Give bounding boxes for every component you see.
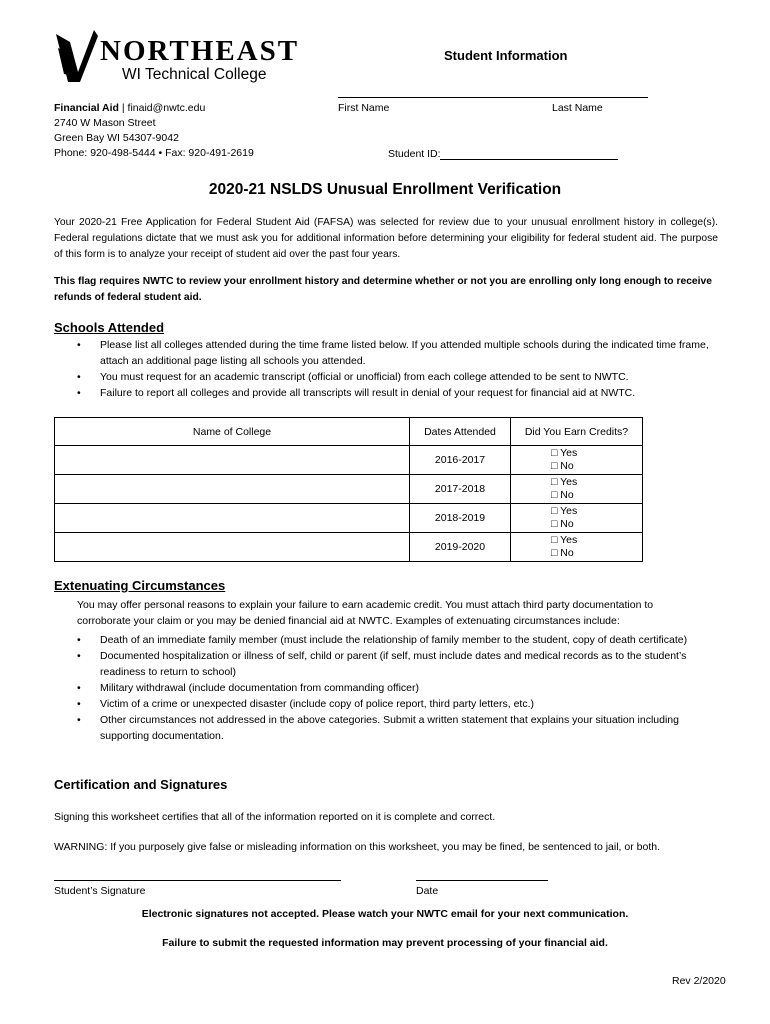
name-line[interactable] — [338, 97, 648, 98]
list-item: • Other circumstances not addressed in the above categories. Submit a written statement that explains your situation including supporting documentation. — [54, 712, 714, 744]
college-name-cell[interactable] — [55, 533, 410, 562]
address-line1: 2740 W Mason Street — [54, 117, 156, 129]
list-item: • You must request for an academic transcript (official or unofficial) from each college attended to be sent to NWTC. — [54, 369, 714, 385]
yes-checkbox[interactable]: □ Yes — [551, 476, 578, 488]
table-row — [55, 504, 643, 533]
table-header-row — [55, 418, 643, 446]
extenuating-intro: You may offer personal reasons to explain your failure to earn academic credit. You must attach third party documentation to corroborate your claim or you may be denied financial aid at NWTC. Examples of extenuating circumstances include: — [77, 599, 654, 627]
page-title: 2020-21 NSLDS Unusual Enrollment Verification — [208, 181, 562, 198]
certification-statement: Signing this worksheet certifies that all of the information reported on it is complete and correct. — [54, 811, 496, 823]
office-info: Financial Aid | finaid@nwtc.edu 2740 W Mason Street Green Bay WI 54307-9042 Phone: 920-498-5444 • Fax: 920-491-2619 — [54, 101, 324, 161]
signature-line[interactable] — [54, 880, 341, 881]
revision-label: Rev 2/2020 — [672, 975, 726, 987]
header-name-of-college: Name of College — [55, 418, 410, 446]
credits-cell — [511, 475, 643, 504]
list-item: • Documented hospitalization or illness of self, child or parent (if self, must include dates and medical records as to the student’s readiness to return to school) — [54, 648, 714, 680]
list-item: • Military withdrawal (include documentation from commanding officer) — [54, 680, 714, 696]
yes-checkbox[interactable]: □ Yes — [551, 534, 578, 546]
esign-note: Electronic signatures not accepted. Please watch your NWTC email for your next communication. — [141, 908, 629, 920]
no-checkbox[interactable]: □ No — [551, 489, 574, 501]
shield-logo-icon — [54, 28, 100, 86]
dates-cell: 2016-2017 — [410, 446, 511, 475]
table-row — [55, 475, 643, 504]
college-logo — [54, 28, 304, 88]
extenuating-heading: Extenuating Circumstances — [54, 578, 226, 593]
list-item: • Death of an immediate family member (must include the relationship of family member to the student, copy of death certificate) — [54, 632, 714, 648]
first-name-label: First Name — [338, 102, 390, 114]
credits-cell — [511, 446, 643, 475]
list-item: • Please list all colleges attended during the time frame listed below. If you attended multiple schools during the indicated time frame, attach an additional page listing all schools you attended. — [54, 337, 714, 369]
header-earned-credits: Did You Earn Credits? — [511, 418, 643, 446]
dates-cell: 2018-2019 — [410, 504, 511, 533]
student-id-label: Student ID: — [388, 148, 441, 160]
table-row — [55, 533, 643, 562]
student-id-line[interactable] — [440, 159, 618, 160]
office-name: Financial Aid — [54, 102, 119, 114]
date-line[interactable] — [416, 880, 548, 881]
extenuating-bullets — [54, 632, 714, 744]
no-checkbox[interactable]: □ No — [551, 547, 574, 559]
date-label: Date — [416, 885, 439, 897]
college-name-cell[interactable] — [55, 504, 410, 533]
logo-subtitle: WI Technical College — [122, 66, 267, 83]
credits-cell — [511, 533, 643, 562]
schools-bullets — [54, 337, 714, 401]
student-info-title: Student Information — [444, 48, 568, 63]
office-email[interactable]: finaid@nwtc.edu — [127, 102, 206, 114]
list-item: • Failure to report all colleges and provide all transcripts will result in denial of your request for financial aid at NWTC. — [54, 385, 714, 401]
no-checkbox[interactable]: □ No — [551, 518, 574, 530]
warning-text: WARNING: If you purposely give false or misleading information on this worksheet, you may be fined, be sentenced to jail, or both. — [54, 841, 660, 853]
phone-fax: Phone: 920-498-5444 • Fax: 920-491-2619 — [54, 147, 254, 159]
address-line2: Green Bay WI 54307-9042 — [54, 132, 179, 144]
certification-heading: Certification and Signatures — [54, 777, 228, 792]
header-dates-attended: Dates Attended — [410, 418, 511, 446]
credits-cell — [511, 504, 643, 533]
college-name-cell[interactable] — [55, 446, 410, 475]
signature-label: Student’s Signature — [54, 885, 146, 897]
college-name-cell[interactable] — [55, 475, 410, 504]
dates-cell: 2017-2018 — [410, 475, 511, 504]
last-name-label: Last Name — [552, 102, 603, 114]
table-row — [55, 446, 643, 475]
schools-table — [54, 417, 643, 562]
yes-checkbox[interactable]: □ Yes — [551, 505, 578, 517]
list-item: • Victim of a crime or unexpected disaster (include copy of police report, third party letters, etc.) — [54, 696, 714, 712]
no-checkbox[interactable]: □ No — [551, 460, 574, 472]
dates-cell: 2019-2020 — [410, 533, 511, 562]
flag-note: This flag requires NWTC to review your enrollment history and determine whether or not you are enrolling only long enough to receive refunds of federal student aid. — [54, 276, 712, 303]
yes-checkbox[interactable]: □ Yes — [551, 447, 578, 459]
intro-paragraph: Your 2020-21 Free Application for Federal Student Aid (FAFSA) was selected for review due to your unusual enrollment history in college(s). Federal regulations dictate that we must ask you for additional information before determining your eligibility for federal student aid. The purpose of this form is to analyze your receipt of student aid over the past four years. — [54, 217, 718, 260]
failure-note: Failure to submit the requested information may prevent processing of your financial aid. — [162, 937, 608, 949]
schools-heading: Schools Attended — [54, 320, 165, 335]
logo-name: NORTHEAST — [100, 35, 300, 67]
